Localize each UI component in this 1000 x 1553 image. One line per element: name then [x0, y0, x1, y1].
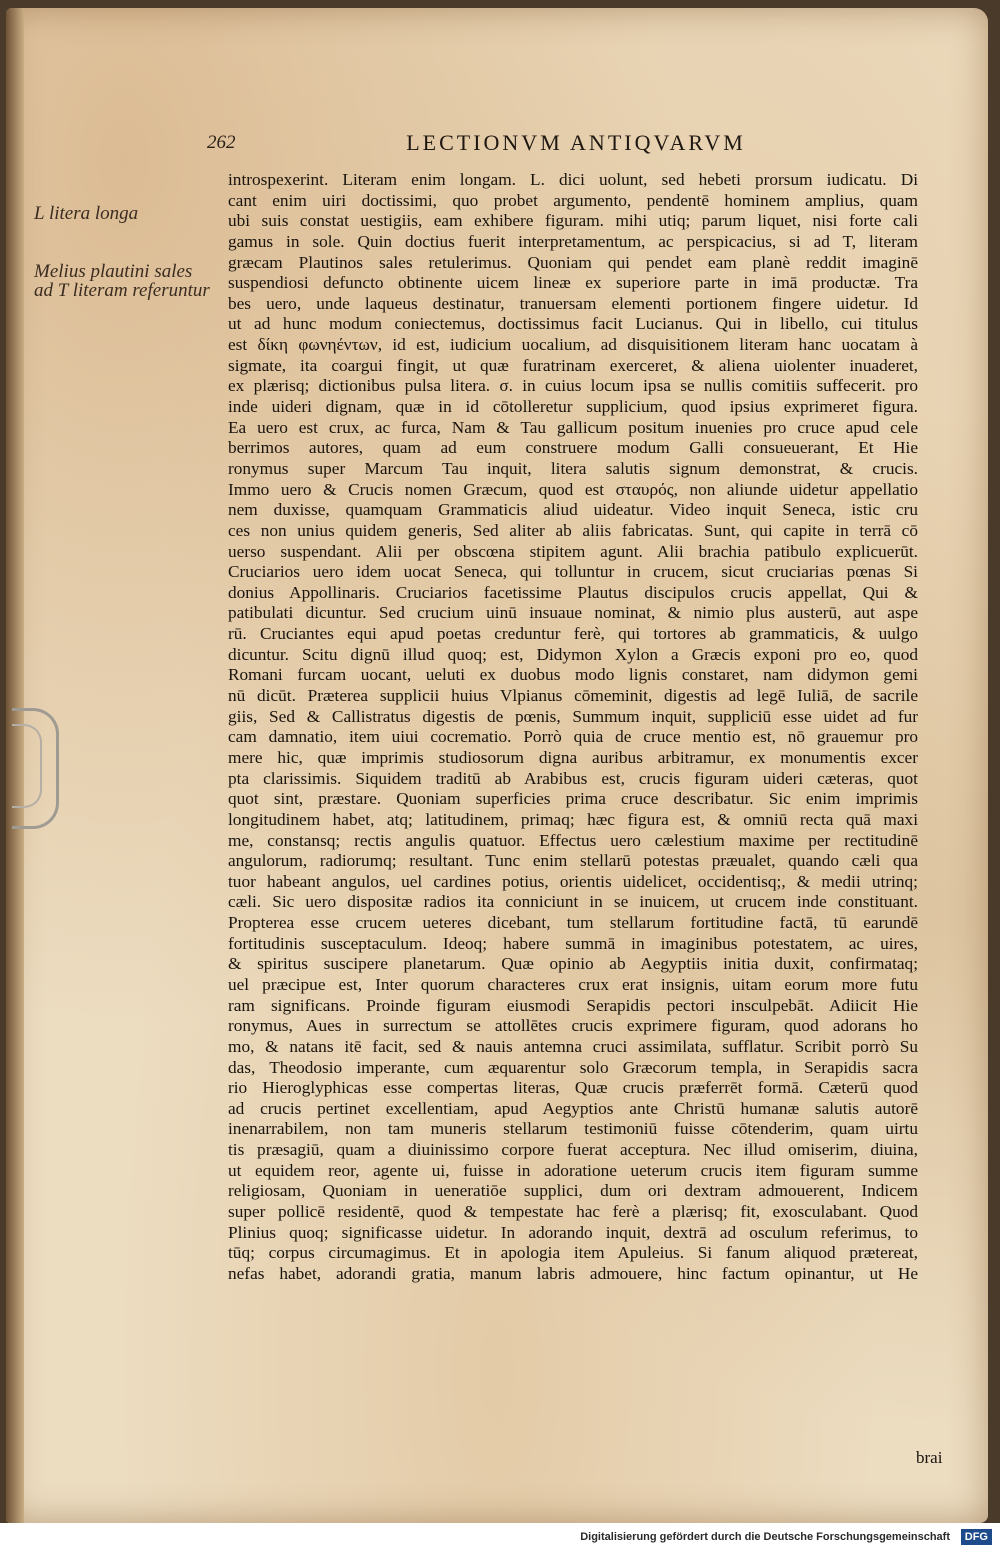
text-line: nū dicūt. Præterea supplicii huius Vlpianus cōmeminit, digestis ad legē Iuliā, de sacrile	[228, 686, 918, 706]
dfg-logo-icon: DFG	[961, 1529, 992, 1545]
text-line: ronymus super Marcum Tau inquit, litera salutis signum demonstrat, & crucis.	[228, 458, 918, 478]
catchword: brai	[916, 1448, 943, 1467]
text-line: Cruciarios uero idem uocat Seneca, qui tolluntur in crucem, sicut cruciarias pœnas Si	[228, 562, 918, 582]
text-line: nefas habet, adorandi gratia, manum labris admouere, hinc factum opinantur, ut He	[228, 1263, 918, 1283]
text-line: giis, Sed & Callistratus digestis de pœnis, Summum inquit, suppliciū esse uidet ad fur	[228, 706, 918, 726]
text-line: fortitudinis susceptaculum. Ideoq; habere summā in imaginibus potestatem, ac uires,	[228, 933, 918, 953]
digitization-credit: Digitalisierung gefördert durch die Deutsche Forschungsgemeinschaft	[580, 1531, 950, 1543]
text-line: berrimos autores, quam ad eum construere modum Galli consueuerant, Et Hie	[228, 438, 918, 458]
text-line: donius Appollinaris. Cruciarios facetissime Plautus discipulos crucis appellat, Qui &	[228, 582, 918, 602]
text-line: tuor habeant angulos, uel cardines potius, orientis uidelicet, occidentisq;, & medii utrinq;	[228, 871, 918, 891]
text-line: uel præcipue est, Inter quorum characteres crux erat insignis, uitam eorum more futu	[228, 974, 918, 994]
text-line: uerso suspendant. Alii per obscœna stipitem agunt. Alii brachia patibulo explicuerūt.	[228, 541, 918, 561]
text-line: mere hic, quæ imprimis studiosorum digna auribus arbitramur, ex monumentis excer	[228, 747, 918, 767]
text-line: patibulati dicuntur. Sed crucium uinū insuaue nominat, & nimio plus austerū, aut aspe	[228, 603, 918, 623]
text-line: me, constansq; rectis angulis quatuor. Effectus uero cælestium maxime per rectitudinē	[228, 830, 918, 850]
text-line: græcam Plautinos sales retulerimus. Quoniam qui pendet eam planè reddit imaginē	[228, 252, 918, 272]
text-line: suspendiosi defuncto obtinente uicem lineæ ex superiore parte in imā productæ. Tra	[228, 273, 918, 293]
text-line: Plinius quoq; significasse uidetur. In adorando inquit, dextrā ad osculum referimus, to	[228, 1222, 918, 1242]
text-line: ut ad hunc modum coniectemus, doctissimus facit Lucianus. Qui in libello, cui titulus	[228, 314, 918, 334]
text-line: super pollicē residentē, quod & tempestate hac ferè a plærisq; fit, exosculabant. Quod	[228, 1202, 918, 1222]
text-line: & spiritus suscipere planetarum. Quæ opinio ab Aegyptiis initia duxit, confirmataq;	[228, 954, 918, 974]
book-page	[6, 8, 988, 1523]
text-line: cæli. Sic uero dispositæ radios ita conniciunt in se inuicem, ut crucem inde constituant.	[228, 892, 918, 912]
text-line: Propterea esse crucem ueteres dicebant, tum stellarum fortitudine factā, tū earundē	[228, 913, 918, 933]
text-line: ubi suis constat uestigiis, eam exhibere figuram. mihi utiq; parum liquet, nisi forte cali	[228, 211, 918, 231]
text-line: pta clarissimis. Siquidem traditū ab Arabibus est, crucis figuram uideri cæteras, quot	[228, 768, 918, 788]
text-line: ad crucis pertinet excellentiam, apud Aegyptios ante Christū humanæ salutis autorē	[228, 1098, 918, 1118]
text-line: quot sint, præstare. Quoniam superficies prima cruce describatur. Sic enim imprimis	[228, 789, 918, 809]
text-line: ronymus, Aues in surrectum se attollētes crucis exprimere figuram, quod adorans ho	[228, 1016, 918, 1036]
text-line: ut equidem reor, agente ui, fuisse in adoratione ueterum crucis item figuram summe	[228, 1160, 918, 1180]
text-line: mo, & natans itē facit, sed & nauis antemna cruci assimilata, sufflatur. Scribit porrò Su	[228, 1036, 918, 1056]
text-line: tūq; corpus circumagimus. Et in apologia item Apuleius. Si fanum aliquod prætereat,	[228, 1243, 918, 1263]
text-line: nem duxisse, quamquam Grammaticis aliud uideatur. Video inquit Seneca, istic cru	[228, 500, 918, 520]
text-line: sigmate, ita coargui fingit, ut quæ furatrinam exerceret, & aliena uiolenter inuaderet,	[228, 355, 918, 375]
text-line: rio Hieroglyphicas esse compertas literas, Quæ crucis præferrēt formā. Cæterū quod	[228, 1078, 918, 1098]
footer-bar	[0, 1523, 1000, 1553]
text-line: introspexerint. Literam enim longam. L. dici uolunt, sed hebeti prorsum iudicatu. Di	[228, 170, 918, 189]
text-line: dicuntur. Scitu dignū illud quoq; est, Didymon Xylon a Græcis exponi pro eo, quod	[228, 644, 918, 664]
text-line: Immo uero & Crucis nomen Græcum, quod est σταυρός, non aliunde uidetur appellatio	[228, 479, 918, 499]
paper-clip-inner	[12, 724, 42, 808]
page-number: 262	[207, 132, 236, 153]
text-line: ex plærisq; dictionibus pulsa litera. σ. in cuius locum ipsa se nullis comitiis suffecerit. pro	[228, 376, 918, 396]
margin-note: Melius plautini sales ad T literam referuntur	[34, 261, 210, 301]
margin-note: L litera longa	[34, 203, 139, 224]
text-line: tis præsagiū, quam a diuinissimo corpore fuerat acceptura. Nec illud omiserim, diuina,	[228, 1140, 918, 1160]
text-line: Romani furcam uocant, ueluti ex duobus modo lignis constaret, nam didymon gemi	[228, 665, 918, 685]
text-line: cam damnatio, item uiui cocrematio. Porrò quia de cruce mentio est, nō grauemur pro	[228, 727, 918, 747]
text-line: Ea uero est crux, ac furca, Nam & Tau gallicum positum inuenies pro cruce apud cele	[228, 417, 918, 437]
text-line: inde uideri dignam, quæ in id cōtolleretur supplicium, quod ipsius exprimeret figura.	[228, 397, 918, 417]
text-line: das, Theodosio imperante, cum æquarentur solo Græcorum templa, in Serapidis sacra	[228, 1057, 918, 1077]
text-line: longitudinem habet, atq; latitudinem, primaq; hæc figura est, & omniū recta quā maxi	[228, 809, 918, 829]
text-line: religiosam, Quoniam in ueneratiōe supplici, dum ori dextram admouerent, Indicem	[228, 1181, 918, 1201]
text-line: inenarrabilem, non tam muneris stellarum testimoniū fuisse cōtenderim, quam uirtu	[228, 1119, 918, 1139]
text-line: rū. Cruciantes equi apud poetas creduntur ferè, qui tortores ab grammaticis, & uulgo	[228, 624, 918, 644]
text-line: ram significans. Proinde figuram eiusmodi Serapidis pectori insculpebāt. Adiicit Hie	[228, 995, 918, 1015]
text-line: bes uero, unde laqueus destinatur, tranuersam elementi portionem fingere uidetur. Id	[228, 293, 918, 313]
text-line: gamus in sole. Quin doctius fuerit interpretamentum, ac perspicacius, si ad T, literam	[228, 231, 918, 251]
body-text	[228, 170, 918, 1285]
text-line: angulorum, radiorumq; resultant. Tunc enim stellarū potestas præualet, quando cæli qua	[228, 851, 918, 871]
text-line: est δίκη φωνηέντων, id est, iudicium uocalium, ad disquisitionem literam hanc uocatam à	[228, 335, 918, 355]
running-head: LECTIONVM ANTIQVARVM	[406, 130, 746, 155]
text-line: ces non unius quidem generis, Sed aliter ab aliis fabricatas. Sunt, qui capite in terrā cō	[228, 520, 918, 540]
text-line: cant enim uiri doctissimi, quo probet argumento, pendentē hominem amplius, quam	[228, 190, 918, 210]
